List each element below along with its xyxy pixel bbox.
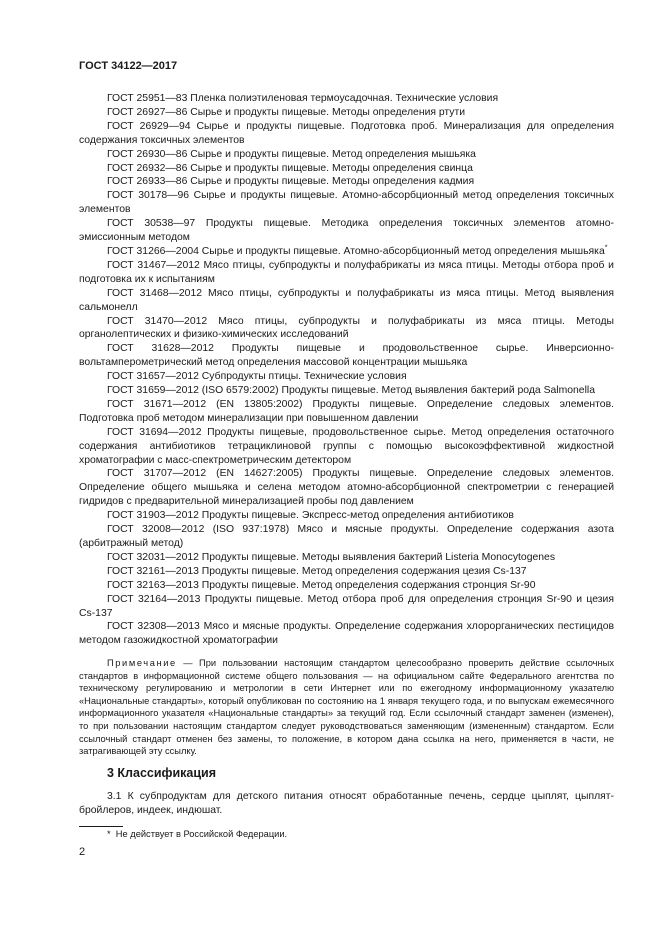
reference-item: ГОСТ 26933—86 Сырье и продукты пищевые. Методы определения кадмия <box>107 176 475 188</box>
footnote-marker: * <box>604 244 608 252</box>
reference-item: ГОСТ 31903—2012 Продукты пищевые. Экспресс-метод определения антибиотиков <box>107 510 514 522</box>
reference-item: ГОСТ 31467—2012 Мясо птицы, субпродукты и полуфабрикаты из мяса птицы. Методы отбора проб и подготовка их к испытаниям <box>79 259 614 285</box>
reference-item: ГОСТ 31628—2012 Продукты пищевые и продовольственное сырье. Инверсионно-вольтамперометрический метод определения массовой концентрации мышьяка <box>79 343 614 369</box>
reference-item: ГОСТ 31470—2012 Мясо птицы, субпродукты и полуфабрикаты из мяса птицы. Методы органолептических и физико-химических исследований <box>79 315 614 341</box>
reference-item: ГОСТ 30538—97 Продукты пищевые. Методика определения токсичных элементов атомно-эмиссионным методом <box>79 218 614 244</box>
note-block <box>79 657 614 758</box>
note-text: — При пользовании настоящим стандартом целесообразно проверить действие ссылочных стандартов в информационной системе общего пользования — на официальном сайте Федерального агентства по техническому регулированию и метрологии в сети Интернет или по ежегодному информационному указателю «Национальные стандарты», который опубликован по состоянию на 1 января текущего года, и по выпускам ежемесячного информационного указателя «Национальные стандарты» за текущий год. Если ссылочный стандарт заменен (изменен), то при пользовании настоящим стандартом следует руководствоваться заменяющим (измененным) стандартом. Если ссылочный стандарт отменен без замены, то положение, в котором дана ссылка на него, применяется в части, не затрагивающей эту ссылку. <box>79 658 614 757</box>
reference-item: ГОСТ 26929—94 Сырье и продукты пищевые. Подготовка проб. Минерализация для определения содержания токсичных элементов <box>79 120 614 146</box>
reference-item: ГОСТ 26927—86 Сырье и продукты пищевые. Методы определения ртути <box>107 106 466 118</box>
document-code-header: ГОСТ 34122—2017 <box>79 60 178 72</box>
note-paragraph <box>79 657 614 758</box>
reference-item: ГОСТ 30178—96 Сырье и продукты пищевые. Атомно-абсорбционный метод определения токсичных элементов <box>79 190 614 216</box>
reference-item: ГОСТ 32308—2013 Мясо и мясные продукты. Определение содержания хлорорганических пестицидов методом газожидкостной хроматографии <box>79 621 614 647</box>
reference-item: ГОСТ 26932—86 Сырье и продукты пищевые. Методы определения свинца <box>107 162 473 174</box>
reference-item: ГОСТ 32031—2012 Продукты пищевые. Методы выявления бактерий Listeria Monocytogenes <box>107 551 556 563</box>
reference-item: ГОСТ 31671—2012 (EN 13805:2002) Продукты пищевые. Определение следовых элементов. Подготовка проб методом минерализации при повышенном давлении <box>79 398 614 424</box>
reference-text: ГОСТ 31266—2004 Сырье и продукты пищевые. Атомно-абсорбционный метод определения мышьяка <box>107 245 605 257</box>
footnote-marker-label: * <box>107 829 111 839</box>
reference-item: ГОСТ 26930—86 Сырье и продукты пищевые. Метод определения мышьяка <box>107 148 476 160</box>
reference-item: ГОСТ 32161—2013 Продукты пищевые. Метод определения содержания цезия Cs-137 <box>107 565 527 577</box>
footnote-separator <box>79 826 123 827</box>
footnote <box>107 828 287 841</box>
note-label: Примечание <box>107 658 177 668</box>
reference-item: ГОСТ 31707—2012 (EN 14627:2005) Продукты пищевые. Определение следовых элементов. Определение общего мышьяка и селена методом атомно-абсорбционной спектрометрии с генерацией гидридов с предварительной минерализацией пробы под давлением <box>79 468 614 508</box>
reference-item: ГОСТ 31657—2012 Субпродукты птицы. Технические условия <box>107 371 407 383</box>
normative-references-list <box>79 92 614 648</box>
reference-item: ГОСТ 31694—2012 Продукты пищевые, продовольственное сырье. Метод определения остаточного содержания антибиотиков тетрациклиновой группы с помощью высокоэффективной жидкостной хроматографии с масс-спектрометрическим детектором <box>79 426 614 466</box>
reference-item: ГОСТ 31659—2012 (ISO 6579:2002) Продукты пищевые. Метод выявления бактерий рода Salmonella <box>107 385 595 397</box>
reference-item: ГОСТ 25951—83 Пленка полиэтиленовая термоусадочная. Технические условия <box>107 93 499 104</box>
section-heading: 3 Классификация <box>107 766 217 780</box>
section-body <box>79 790 614 818</box>
reference-item <box>79 245 614 259</box>
section-paragraph: 3.1 К субпродуктам для детского питания относят обработанные печень, сердце цыплят, цыплят-бройлеров, индеек, индюшат. <box>79 791 614 816</box>
footnote-text: Не действует в Российской Федерации. <box>115 829 288 839</box>
reference-item: ГОСТ 32164—2013 Продукты пищевые. Метод отбора проб для определения стронция Sr-90 и цезия Cs-137 <box>79 593 614 619</box>
reference-item: ГОСТ 31468—2012 Мясо птицы, субпродукты и полуфабрикаты из мяса птицы. Метод выявления сальмонелл <box>79 287 614 313</box>
reference-item: ГОСТ 32008—2012 (ISO 937:1978) Мясо и мясные продукты. Определение содержания азота (арбитражный метод) <box>79 524 614 549</box>
reference-item: ГОСТ 32163—2013 Продукты пищевые. Метод определения содержания стронция Sr-90 <box>107 579 536 591</box>
page-number: 2 <box>79 846 86 858</box>
